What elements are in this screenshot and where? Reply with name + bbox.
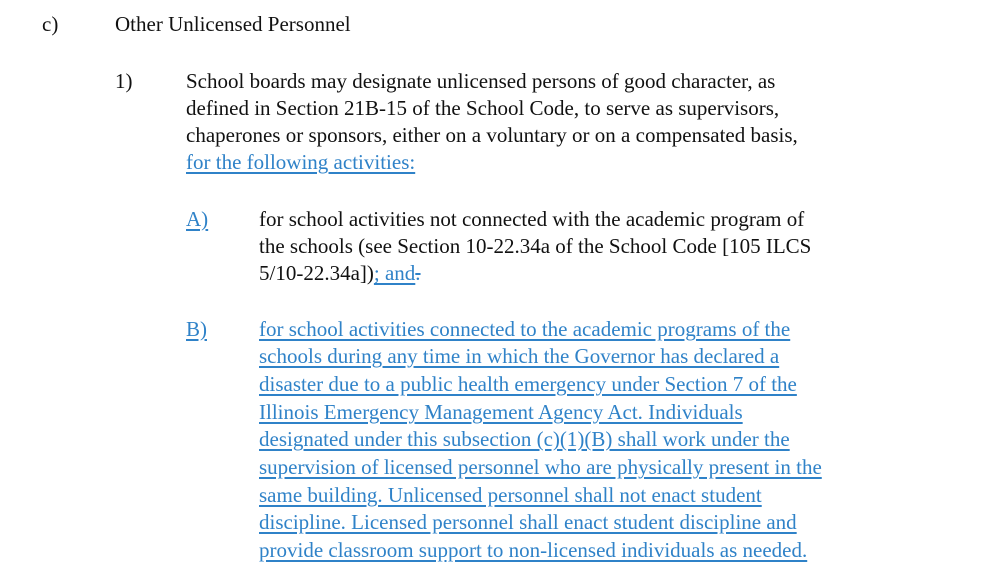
item-1-label: 1) <box>115 69 133 93</box>
item-B-line-1: for school activities connected to the academic programs of the <box>259 317 791 341</box>
item-A-line-3 <box>259 259 421 287</box>
item-B-line-7: same building. Unlicensed personnel shall not enact student <box>259 483 762 507</box>
item-B-line-6: supervision of licensed personnel who are physically present in the <box>259 455 822 479</box>
item-1-line-4-inserted: for the following activities: <box>186 150 416 174</box>
item-A-deleted-period: . <box>415 261 421 285</box>
item-A-line-1: for school activities not connected with the academic program of <box>259 207 805 231</box>
item-B-line-4: Illinois Emergency Management Agency Act. Individuals <box>259 400 743 424</box>
item-A-line-2: the schools (see Section 10-22.34a of the School Code [105 ILCS <box>259 234 812 258</box>
item-B-label: B) <box>186 317 207 341</box>
item-B-line-8: discipline. Licensed personnel shall enact student discipline and <box>259 510 797 534</box>
section-c-title: Other Unlicensed Personnel <box>115 12 351 36</box>
item-1-line-2: defined in Section 21B-15 of the School Code, to serve as supervisors, <box>186 96 780 120</box>
item-1-line-1: School boards may designate unlicensed persons of good character, as <box>186 69 776 93</box>
item-A-label: A) <box>186 207 209 231</box>
item-B-line-2: schools during any time in which the Governor has declared a <box>259 344 780 368</box>
item-1-line-3: chaperones or sponsors, either on a voluntary or on a compensated basis, <box>186 123 798 147</box>
section-c-label: c) <box>42 12 59 36</box>
item-A-inserted-and: ; and <box>373 261 416 285</box>
item-A-line-3-text: 5/10-22.34a]) <box>259 261 374 285</box>
item-B-line-3: disaster due to a public health emergency under Section 7 of the <box>259 372 797 396</box>
item-B-line-5: designated under this subsection (c)(1)(B) shall work under the <box>259 427 790 451</box>
item-B-line-9: provide classroom support to non-licensed individuals as needed. <box>259 538 808 562</box>
